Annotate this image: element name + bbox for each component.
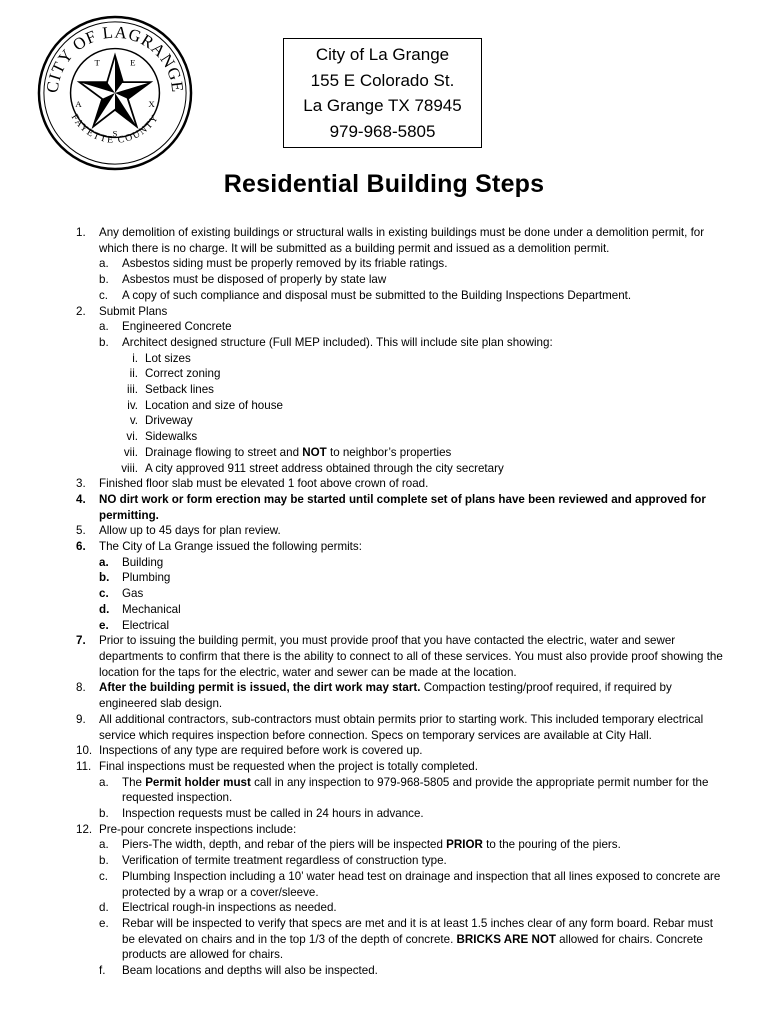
list-item (99, 555, 726, 571)
item-number: 5. (76, 524, 86, 538)
item-number: 9. (76, 712, 86, 726)
list-item (122, 382, 726, 398)
seal-letter: X (148, 98, 155, 109)
list-item (122, 429, 726, 445)
item-text: A city approved 911 street address obtained through the city secretary (145, 461, 504, 475)
item-text: to neighbor’s properties (326, 445, 452, 459)
item-text: Plumbing Inspection including a 10’ water head test on drainage and inspection that all lines exposed to concrete are protected by a wrap or a cover/sleeve. (122, 869, 721, 899)
item-text: The City of La Grange issued the following permits: (99, 540, 362, 554)
list-item (122, 445, 726, 461)
seal-letter: T (94, 57, 100, 68)
list-item (76, 476, 726, 492)
item-number: 8. (76, 681, 86, 695)
list-item (99, 570, 726, 586)
item-number: 7. (76, 634, 86, 648)
item-letter: c. (99, 288, 109, 302)
item-text: Lot sizes (145, 351, 191, 365)
list-item (76, 492, 726, 523)
seal-name: CITY OF LAGRANGE (42, 22, 188, 94)
list-item (99, 837, 726, 853)
item-text: Finished floor slab must be elevated 1 foot above crown of road. (99, 477, 429, 491)
address-line: City of La Grange (315, 45, 450, 64)
item-text: Compaction testing/proof required, if required by engineered slab design. (99, 681, 672, 711)
item-text: Correct zoning (145, 367, 221, 381)
item-roman: iv. (127, 398, 138, 412)
item-text: Engineered Concrete (122, 320, 232, 334)
item-text: Setback lines (145, 383, 214, 397)
item-text-bold: PRIOR (446, 838, 483, 852)
item-text: Verification of termite treatment regardless of construction type. (122, 854, 447, 868)
list-item (99, 319, 726, 335)
item-text: Any demolition of existing buildings or structural walls in existing buildings must be done under a demolition permit, for which there is no charge. It will be submitted as a building permit and issued as a demolition permit. (99, 226, 705, 255)
item-letter: b. (99, 273, 109, 287)
item-text: Asbestos siding must be properly removed by its friable ratings. (122, 257, 448, 271)
list-item (76, 680, 726, 711)
item-number: 10. (76, 744, 93, 758)
list-item (76, 304, 726, 320)
item-text: Piers-The width, depth, and rebar of the piers will be inspected (122, 838, 447, 852)
list-item (99, 900, 726, 916)
address-box (283, 38, 482, 148)
item-text: All additional contractors, sub-contractors must obtain permits prior to starting work. This included temporary electrical service which requires inspection before connection. Specs on temporary services are available at City Hall. (99, 712, 704, 742)
item-number: 2. (76, 304, 86, 318)
item-text: Inspection requests must be called in 24 hours in advance. (122, 807, 424, 821)
list-item (99, 869, 726, 900)
item-text-bold: NO dirt work or form erection may be started until complete set of plans have been reviewed and approved for permitting. (99, 492, 706, 522)
list-item (76, 539, 726, 555)
item-number: 4. (76, 492, 86, 506)
item-letter: b. (99, 571, 110, 585)
list-item (122, 351, 726, 367)
item-text: Rebar will be inspected to verify that specs are met and it is at least 1.5 inches clear of any form board. Rebar must be elevated on chairs and in the top 1/3 of the depth of concrete. (122, 916, 713, 946)
item-text: Building (122, 555, 164, 569)
list-item (99, 288, 726, 304)
list-item (76, 523, 726, 539)
seal-letter: S (112, 128, 118, 139)
address-line: La Grange TX 78945 (303, 96, 462, 115)
item-text: Prior to issuing the building permit, you must provide proof that you have contacted the electric, water and sewer departments to confirm that there is the ability to connect to all of these services. You must also provide proof showing the location for the taps for the electric, water and sewer can be made at the location. (99, 634, 723, 679)
list-item (122, 413, 726, 429)
item-text: Inspections of any type are required before work is covered up. (99, 744, 423, 758)
item-text: Submit Plans (99, 304, 168, 318)
item-number: 6. (76, 540, 86, 554)
item-text: call in any inspection to 979-968-5805 and provide the appropriate permit number for the requested inspection. (122, 775, 709, 805)
list-item (76, 759, 726, 775)
city-seal (36, 14, 194, 172)
item-number: 1. (76, 226, 86, 239)
item-text-bold: Permit holder must (145, 775, 251, 789)
address-phone: 979-968-5805 (329, 121, 436, 141)
list-item (122, 461, 726, 477)
item-letter: a. (99, 555, 109, 569)
item-letter: b. (99, 807, 109, 821)
list-item (99, 335, 726, 351)
item-roman: vi. (126, 430, 138, 444)
item-text: allowed for chairs. Concrete products are allowed for chairs. (122, 932, 703, 962)
item-roman: iii. (127, 383, 138, 397)
item-text: The (122, 775, 146, 789)
item-letter: a. (99, 320, 109, 334)
list-item (76, 822, 726, 838)
list-item (99, 586, 726, 602)
item-text: Electrical (122, 618, 170, 632)
item-letter: d. (99, 602, 110, 616)
item-letter: d. (99, 901, 109, 915)
item-letter: a. (99, 775, 109, 789)
item-text: A copy of such compliance and disposal must be submitted to the Building Inspections Department. (122, 288, 632, 302)
item-text: Asbestos must be disposed of properly by state law (122, 273, 387, 287)
list-item (76, 225, 726, 256)
list-item (99, 602, 726, 618)
page-title: Residential Building Steps (223, 170, 545, 198)
item-text: Plumbing (122, 571, 171, 585)
seal-county: FAYETTE COUNTY (68, 112, 162, 146)
item-roman: vii. (123, 445, 138, 459)
item-letter: a. (99, 838, 109, 852)
item-text: Drainage flowing to street and (145, 445, 303, 459)
list-item (99, 256, 726, 272)
item-text: Sidewalks (145, 430, 198, 444)
item-letter: b. (99, 335, 109, 349)
item-text: Electrical rough-in inspections as needed. (122, 901, 337, 915)
item-number: 11. (76, 759, 92, 773)
list-item (99, 272, 726, 288)
seal-letter: A (75, 98, 82, 109)
item-number: 12. (76, 822, 93, 836)
item-letter: f. (99, 964, 106, 978)
item-text: Beam locations and depths will also be inspected. (122, 964, 378, 978)
list-item (122, 398, 726, 414)
item-letter: e. (99, 618, 109, 632)
list-item (99, 853, 726, 869)
item-text: Gas (122, 587, 144, 601)
item-text: Architect designed structure (Full MEP included). This will include site plan showing: (122, 335, 553, 349)
item-letter: e. (99, 916, 109, 930)
item-text: to the pouring of the piers. (482, 838, 621, 852)
item-letter: c. (99, 869, 109, 883)
list-item (99, 618, 726, 634)
list-item (99, 775, 726, 806)
star-icon (79, 55, 150, 126)
list-item (76, 743, 726, 759)
item-letter: c. (99, 587, 109, 601)
item-letter: b. (99, 854, 109, 868)
item-text-bold: BRICKS ARE NOT (456, 932, 556, 946)
list-item (99, 963, 726, 979)
list-item (99, 916, 726, 963)
address-line: 155 E Colorado St. (310, 70, 455, 90)
item-text: Mechanical (122, 602, 181, 616)
item-text: Pre-pour concrete inspections include: (99, 822, 297, 836)
seal-letter: E (130, 57, 136, 68)
list-item (76, 712, 726, 743)
item-text-bold: After the building permit is issued, the dirt work may start. (99, 681, 421, 695)
item-roman: ii. (129, 367, 138, 381)
item-text: Final inspections must be requested when the project is totally completed. (99, 759, 478, 773)
item-letter: a. (99, 257, 109, 271)
item-text: Driveway (145, 414, 193, 428)
list-item (76, 633, 726, 680)
list-item (99, 806, 726, 822)
steps-list (76, 225, 726, 979)
item-number: 3. (76, 477, 86, 491)
item-roman: viii. (121, 461, 138, 475)
item-text-bold: NOT (302, 445, 327, 459)
item-roman: v. (129, 414, 138, 428)
item-roman: i. (132, 351, 138, 365)
item-text: Location and size of house (145, 398, 283, 412)
item-text: Allow up to 45 days for plan review. (99, 524, 281, 538)
list-item (122, 366, 726, 382)
